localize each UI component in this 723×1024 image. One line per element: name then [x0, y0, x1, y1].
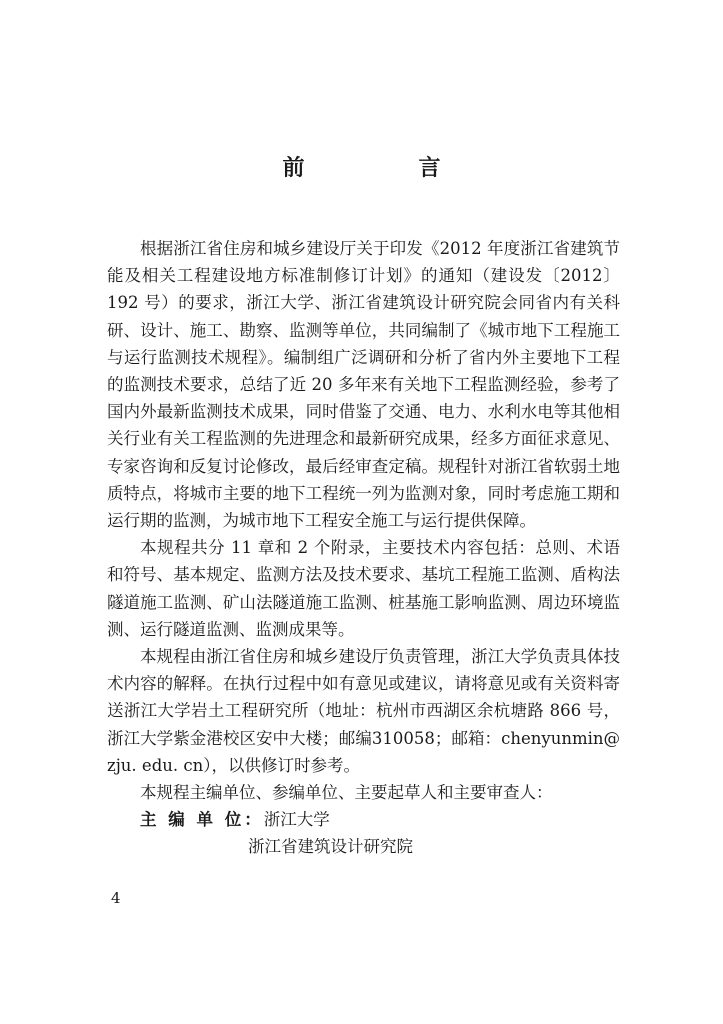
- chief-editor-label: 主 编 单 位：: [140, 810, 264, 830]
- page-title: 前 言: [282, 155, 487, 181]
- paragraph-editors-intro: 本规程主编单位、参编单位、主要起草人和主要审查人：: [140, 783, 553, 803]
- chief-editor-line: [107, 806, 620, 833]
- paragraph-contents: 本规程共分 11 章和 2 个附录，主要技术内容包括：总则、术语和符号、基本规定、监测方法及技术要求、基坑工程施工监测、盾构法隧道施工监测、矿山法隧道施工监测、桩基施工影响监测、周边环境监测、运行隧道监测、监测成果等。: [107, 538, 620, 639]
- paragraph-intro: 根据浙江省住房和城乡建设厅关于印发《2012 年度浙江省建筑节能及相关工程建设地方标准制修订计划》的通知（建设发〔2012〕192 号）的要求，浙江大学、浙江省建筑设计研究院会同省内有关科研、设计、施工、勘察、监测等单位，共同编制了《城市地下工程施工与运行监测技术规程》。编制组广泛调研和分析了省内外主要地下工程的监测技术要求，总结了近 20 多年来有关地下工程监测经验，参考了国内外最新监测技术成果，同时借鉴了交通、电力、水利水电等其他相关行业有关工程监测的先进理念和最新研究成果，经多方面征求意见、专家咨询和反复讨论修改，最后经审查定稿。规程针对浙江省软弱土地质特点，将城市主要的地下工程统一列为监测对象，同时考虑施工期和运行期的监测，为城市地下工程安全施工与运行提供保障。: [107, 239, 620, 531]
- chief-editor-unit-2: 浙江省建筑设计研究院: [248, 837, 413, 857]
- paragraph-management: 本规程由浙江省住房和城乡建设厅负责管理，浙江大学负责具体技术内容的解释。在执行过程中如有意见或建议，请将意见或有关资料寄送浙江大学岩土工程研究所（地址：杭州市西湖区余杭塘路 866 号，浙江大学紫金港校区安中大楼；邮编310058；邮箱：chenyunmin@ zju. edu. cn），以供修订时参考。: [107, 647, 620, 775]
- page-number: 4: [111, 889, 121, 907]
- body-text: [107, 235, 620, 861]
- chief-editor-unit-1: 浙江大学: [263, 810, 330, 830]
